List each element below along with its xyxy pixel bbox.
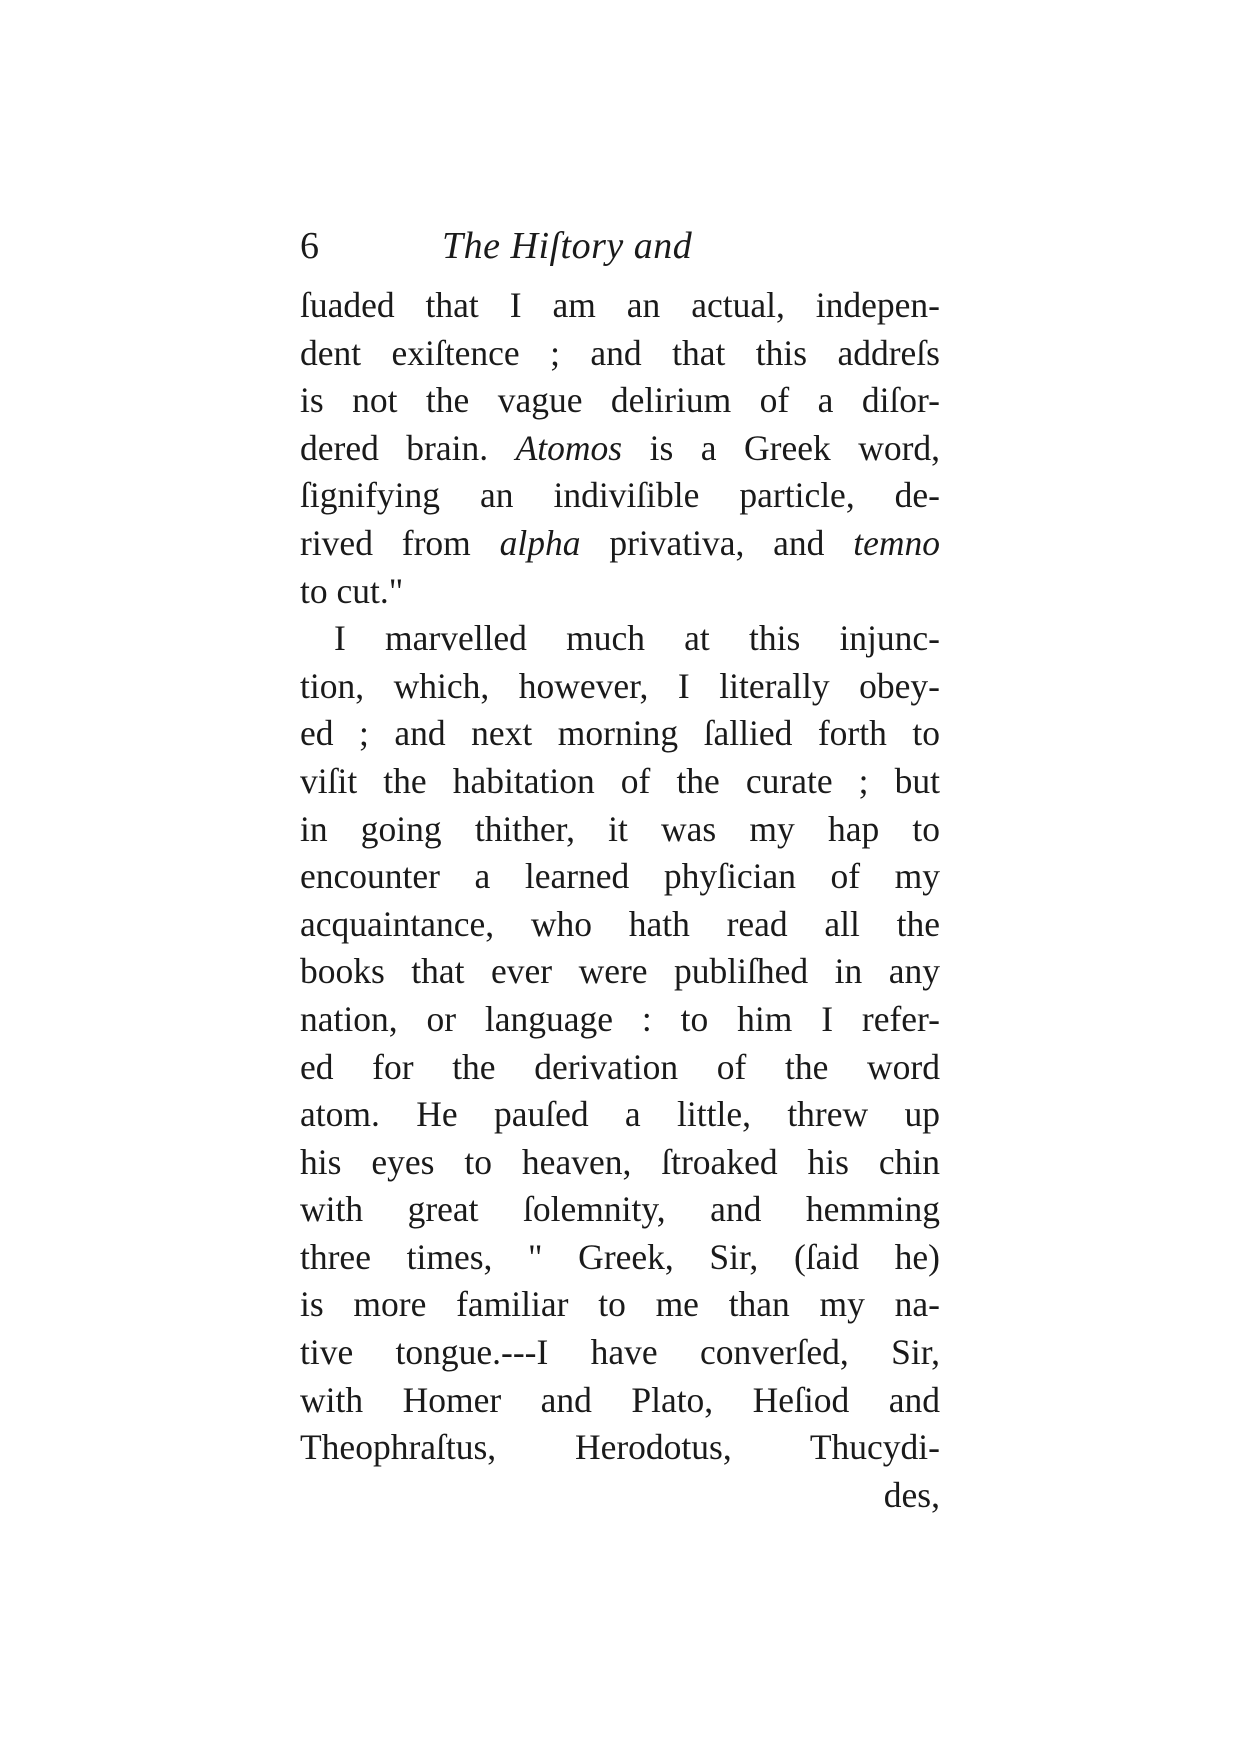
text-line: with Homer and Plato, Heſiod and: [300, 1379, 940, 1420]
text-line: is not the vague delirium of a diſor-: [300, 380, 940, 421]
text-line: dent exiſtence ; and that this addreſs: [300, 332, 940, 373]
text-segment: rived from: [300, 522, 471, 563]
text-line: ed for the derivation of the word: [300, 1046, 940, 1087]
italic-word: Atomos: [515, 427, 623, 468]
paragraph-2: [300, 615, 940, 1472]
text-line: his eyes to heaven, ſtroaked his chin: [300, 1141, 940, 1182]
text-line: encounter a learned phyſician of my: [300, 856, 940, 897]
text-line: three times, " Greek, Sir, (ſaid he): [300, 1236, 940, 1277]
text-line: Theophraſtus, Herodotus, Thucydi-: [300, 1427, 940, 1468]
text-line: tive tongue.---I have converſed, Sir,: [300, 1332, 940, 1373]
italic-word: alpha: [499, 522, 581, 563]
text-line: nation, or language : to him I refer-: [300, 998, 940, 1039]
text-line: viſit the habitation of the curate ; but: [300, 760, 940, 801]
text-line: atom. He pauſed a little, threw up: [300, 1094, 940, 1135]
text-line: ſignifying an indiviſible particle, de-: [300, 475, 940, 516]
text-line: books that ever were publiſhed in any: [300, 951, 940, 992]
text-line: [300, 425, 940, 473]
text-line: with great ſolemnity, and hemming: [300, 1189, 940, 1230]
text-line: I marvelled much at this injunc-: [334, 618, 940, 659]
text-line: [300, 520, 940, 568]
text-line: is more familiar to me than my na-: [300, 1284, 940, 1325]
running-head: The Hiſtory and: [442, 225, 693, 267]
text-segment: privativa, and: [609, 522, 825, 563]
text-line: in going thither, it was my hap to: [300, 808, 940, 849]
page-header: [300, 218, 940, 274]
text-line: acquaintance, who hath read all the: [300, 903, 940, 944]
text-segment: is a Greek word,: [649, 427, 941, 468]
text-line: tion, which, however, I literally obey-: [300, 665, 940, 706]
text-line: ed ; and next morning ſallied forth to: [300, 713, 940, 754]
italic-word: temno: [853, 522, 941, 563]
text-line: to cut.": [300, 570, 404, 611]
paragraph-1: [300, 282, 940, 615]
page-number: 6: [300, 225, 319, 267]
text-line: ſuaded that I am an actual, indepen-: [300, 285, 940, 325]
text-segment: dered brain.: [300, 427, 489, 468]
body-text: [300, 282, 940, 1519]
catchword: des,: [883, 1474, 940, 1515]
